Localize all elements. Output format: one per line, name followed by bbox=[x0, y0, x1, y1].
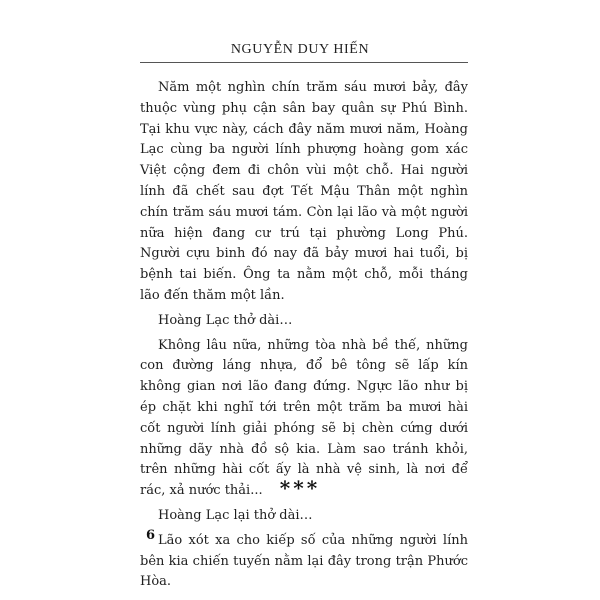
section-separator: *** bbox=[279, 476, 321, 500]
paragraph-2: Hoàng Lạc thở dài… bbox=[158, 312, 293, 328]
running-header-author: NGUYỄN DUY HIẾN bbox=[230, 42, 370, 57]
paragraph-4: Hoàng Lạc lại thở dài… bbox=[158, 507, 313, 523]
body-text bbox=[140, 78, 468, 593]
page-number: 6 bbox=[146, 528, 156, 543]
paragraph-3: Không lâu nữa, những tòa nhà bề thế, những con đường láng nhựa, đổ bê tông sẽ lấp kín không gian nơi lão đang đứng. Ngực lão như bị ép chặt khi nghĩ tới trên một trăm ba mươi hài cốt người lính giải phóng sẽ bị chèn cứng dưới những dãy nhà đồ sộ kia. Làm sao tránh khỏi, trên những hài cốt ấy là nhà vệ sinh, là nơi để rác, xả nước thải... bbox=[140, 337, 468, 499]
paragraph-5: Lão xót xa cho kiếp số của những người lính bên kia chiến tuyến nằm lại đây trong trận Phước Hòa. bbox=[140, 532, 468, 590]
header-rule bbox=[140, 62, 468, 63]
paragraph-1: Năm một nghìn chín trăm sáu mươi bảy, đây thuộc vùng phụ cận sân bay quân sự Phú Bình. Tại khu vực này, cách đây năm mươi năm, Hoàng Lạc cùng ba người lính phượng hoàng gom xác Việt cộng đem đi chôn vùi một chỗ. Hai người lính đã chết sau đợt Tết Mậu Thân một nghìn chín trăm sáu mươi tám. Còn lại lão và một người nữa hiện đang cư trú tại phường Long Phú. Người cựu binh đó nay đã bảy mươi hai tuổi, bị bệnh tai biến. Ông ta nằm một chỗ, mỗi tháng lão đến thăm một lần. bbox=[140, 80, 468, 303]
